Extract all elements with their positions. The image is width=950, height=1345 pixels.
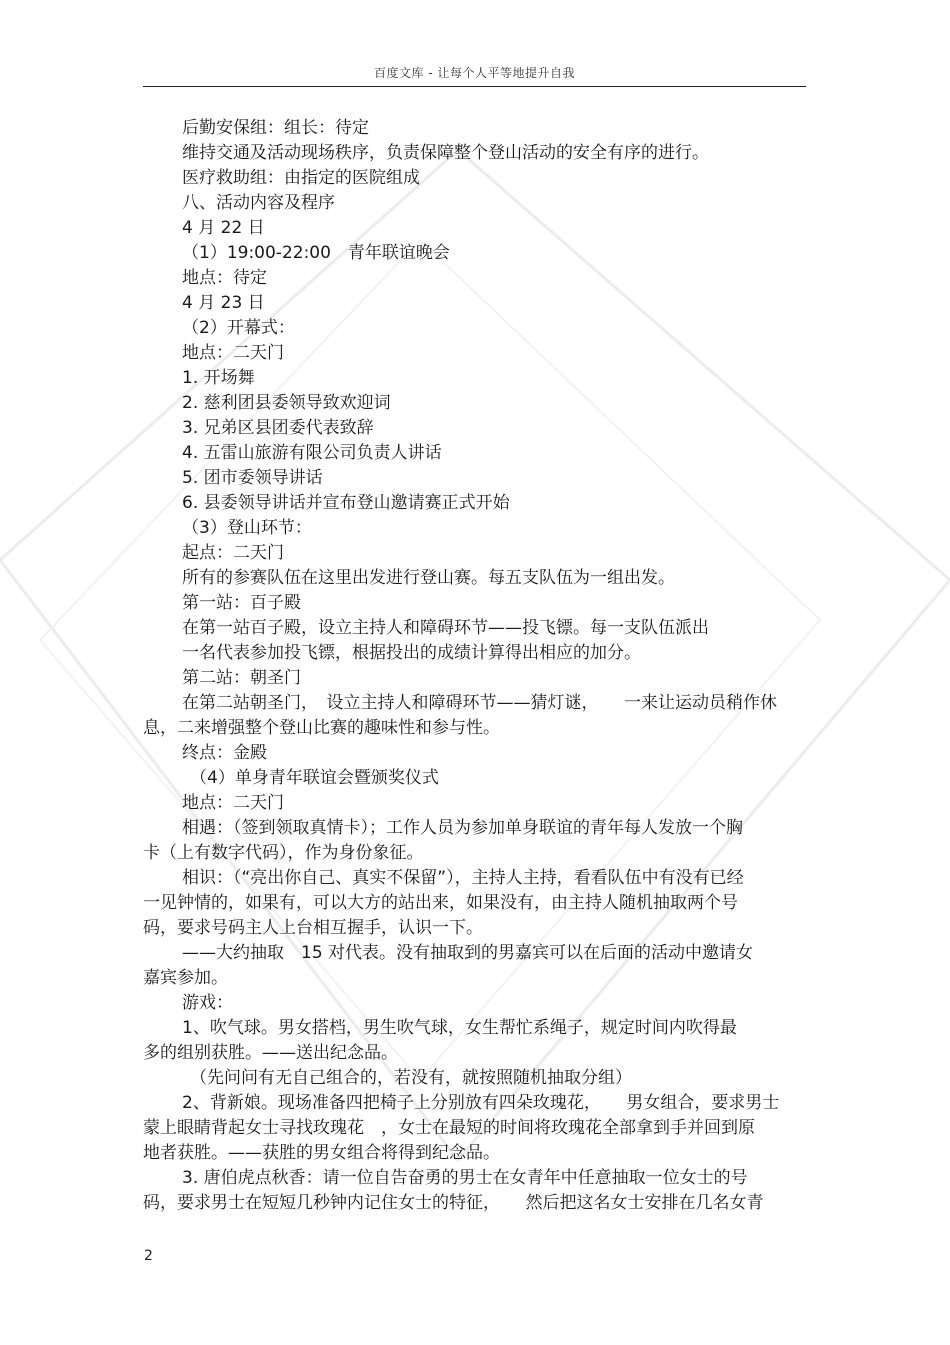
text-line: 第二站：朝圣门	[182, 668, 301, 688]
page-number: 2	[144, 1248, 153, 1264]
text-line: （先问问有无自己组合的，若没有，就按照随机抽取分组）	[190, 1068, 632, 1088]
document-body	[143, 116, 806, 1216]
text-line: 地者获胜。——获胜的男女组合将得到纪念品。	[143, 1143, 500, 1163]
text-line: 在第一站百子殿，设立主持人和障碍环节——投飞镖。每一支队伍派出	[182, 618, 709, 638]
text-line: 码，要求男士在短短几秒钟内记住女士的特征， 然后把这名女士安排在几名女青	[143, 1193, 764, 1213]
list-item: 6. 县委领导讲话并宣布登山邀请赛正式开始	[182, 493, 510, 513]
date-line: 4 月 23 日	[182, 293, 265, 313]
list-item: 5. 团市委领导讲话	[182, 468, 323, 488]
list-item: 4. 五雷山旅游有限公司负责人讲话	[182, 443, 442, 463]
text-line: 一见钟情的，如果有，可以大方的站出来，如果没有，由主持人随机抽取两个号	[143, 893, 738, 913]
list-item: 1. 开场舞	[182, 368, 255, 388]
text-line: 卡（上有数字代码），作为身份象征。	[143, 843, 424, 863]
list-item: 2. 慈利团县委领导致欢迎词	[182, 393, 391, 413]
text-line: 相识：（“亮出你自己、真实不保留”），主持人主持，看看队伍中有没有已经	[182, 868, 744, 888]
text-line: 医疗救助组：由指定的医院组成	[182, 168, 420, 188]
text-line: 地点：二天门	[182, 343, 284, 363]
text-line: （3）登山环节：	[182, 518, 312, 538]
text-line: 起点：二天门	[182, 543, 284, 563]
text-line: 终点：金殿	[182, 743, 267, 763]
text-line: 游戏：	[182, 993, 233, 1013]
text-line: 所有的参赛队伍在这里出发进行登山赛。每五支队伍为一组出发。	[182, 568, 675, 588]
text-line: 地点：二天门	[182, 793, 284, 813]
text-line: 第一站：百子殿	[182, 593, 301, 613]
text-line: 在第二站朝圣门， 设立主持人和障碍环节——猜灯谜， 一来让运动员稍作休	[182, 693, 777, 713]
text-line: 嘉宾参加。	[143, 968, 228, 988]
text-line: 多的组别获胜。——送出纪念品。	[143, 1043, 398, 1063]
text-line: （4）单身青年联谊会暨颁奖仪式	[190, 768, 439, 788]
text-line: 维持交通及活动现场秩序，负责保障整个登山活动的安全有序的进行。	[182, 143, 709, 163]
text-line: （1）19:00-22:00 青年联谊晚会	[182, 243, 450, 263]
text-line: 3. 唐伯虎点秋香：请一位自告奋勇的男士在女青年中任意抽取一位女士的号	[182, 1168, 748, 1188]
text-line: （2）开幕式：	[182, 318, 295, 338]
text-line: 一名代表参加投飞镖，根据投出的成绩计算得出相应的加分。	[182, 643, 641, 663]
page-header: 百度文库 - 让每个人平等地提升自我	[374, 66, 575, 80]
text-line: 后勤安保组：组长：待定	[182, 118, 369, 138]
text-line: 蒙上眼睛背起女士寻找玫瑰花 ，女士在最短的时间将玫瑰花全部拿到手并回到原	[143, 1118, 755, 1138]
date-line: 4 月 22 日	[182, 218, 265, 238]
section-heading: 八、活动内容及程序	[182, 193, 335, 213]
text-line: ——大约抽取 15 对代表。没有抽取到的男嘉宾可以在后面的活动中邀请女	[182, 943, 754, 963]
list-item: 3. 兄弟区县团委代表致辞	[182, 418, 374, 438]
header-divider	[143, 86, 806, 87]
text-line: 码，要求号码主人上台相互握手，认识一下。	[143, 918, 483, 938]
text-line: 2、背新娘。现场准备四把椅子上分别放有四朵玫瑰花， 男女组合，要求男士	[182, 1093, 780, 1113]
text-line: 相遇：（签到领取真情卡）；工作人员为参加单身联谊的青年每人发放一个胸	[182, 818, 743, 838]
text-line: 1、吹气球。男女搭档，男生吹气球，女生帮忙系绳子，规定时间内吹得最	[182, 1018, 737, 1038]
text-line: 息，二来增强整个登山比赛的趣味性和参与性。	[143, 718, 500, 738]
text-line: 地点：待定	[182, 268, 267, 288]
